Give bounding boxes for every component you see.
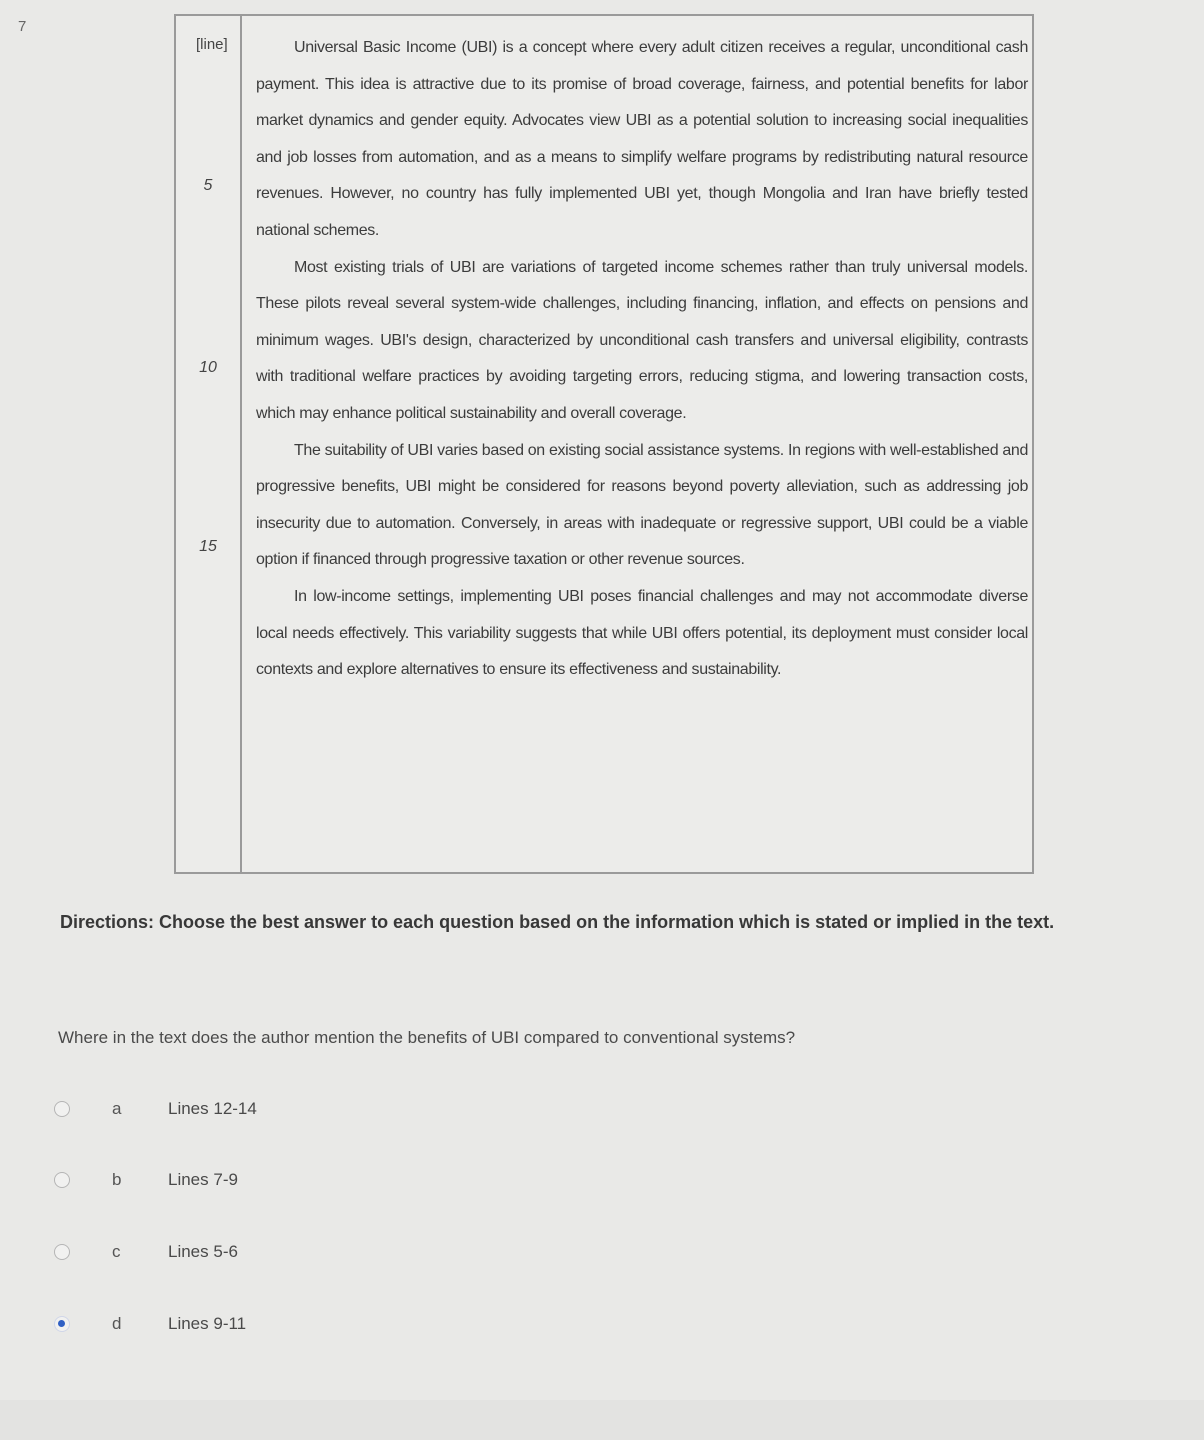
option-d-letter: d (112, 1314, 122, 1333)
option-a-text: Lines 12-14 (168, 1099, 257, 1118)
radio-option-c[interactable] (54, 1244, 70, 1260)
option-b-letter: b (112, 1170, 122, 1189)
option-d-text: Lines 9-11 (168, 1314, 247, 1333)
option-a[interactable] (54, 1095, 454, 1125)
line-number-15: 15 (199, 538, 217, 555)
passage-text (256, 30, 1028, 689)
passage-box (174, 14, 1034, 874)
radio-option-d-selected[interactable] (54, 1316, 70, 1332)
passage-paragraph-1: Universal Basic Income (UBI) is a concept where every adult citizen receives a regular, unconditional cash payment. This idea is attractive due to its promise of broad coverage, fairness, and potential benefits for labor market dynamics and gender equity. Advocates view UBI as a potential solution to increasing social inequalities and job losses from automation, and as a means to simplify welfare programs by redistributing natural resource revenues. However, no country has fully implemented UBI yet, though Mongolia and Iran have briefly tested national schemes. (256, 39, 1028, 239)
line-number-5: 5 (203, 177, 213, 194)
option-c-letter: c (112, 1242, 121, 1261)
passage-paragraph-3: The suitability of UBI varies based on existing social assistance systems. In regions with well-established and progressive benefits, UBI might be considered for reasons beyond poverty alleviation, such as addressing job insecurity due to automation. Conversely, in areas with inadequate or regressive support, UBI could be a viable option if financed through progressive taxation or other revenue sources. (256, 441, 1028, 569)
option-a-letter: a (112, 1099, 122, 1118)
option-c[interactable] (54, 1238, 454, 1268)
option-b-text: Lines 7-9 (168, 1170, 238, 1189)
directions-text: Directions: Choose the best answer to each question based on the information which is stated or implied in the text. (60, 912, 1055, 932)
question-text: Where in the text does the author mention the benefits of UBI compared to conventional systems? (58, 1028, 796, 1047)
option-d[interactable] (54, 1310, 454, 1340)
passage-paragraph-2: Most existing trials of UBI are variations of targeted income schemes rather than truly universal models. These pilots reveal several system-wide challenges, including financing, inflation, and effects on pensions and minimum wages. UBI's design, characterized by unconditional cash transfers and universal eligibility, contrasts with traditional welfare practices by avoiding targeting errors, reducing stigma, and lowering transaction costs, which may enhance political sustainability and overall coverage. (256, 258, 1028, 422)
option-b[interactable] (54, 1166, 454, 1196)
line-number-10: 10 (199, 359, 217, 376)
page-bottom-band (0, 1400, 1204, 1440)
line-header: [line] (196, 36, 228, 53)
radio-option-a[interactable] (54, 1101, 70, 1117)
option-c-text: Lines 5-6 (168, 1242, 238, 1261)
radio-option-b[interactable] (54, 1172, 70, 1188)
line-number-column (176, 16, 242, 872)
passage-paragraph-4: In low-income settings, implementing UBI poses financial challenges and may not accommodate diverse local needs effectively. This variability suggests that while UBI offers potential, its deployment must consider local contexts and explore alternatives to ensure its effectiveness and sustainability. (256, 587, 1028, 679)
question-number: 7 (18, 18, 27, 35)
